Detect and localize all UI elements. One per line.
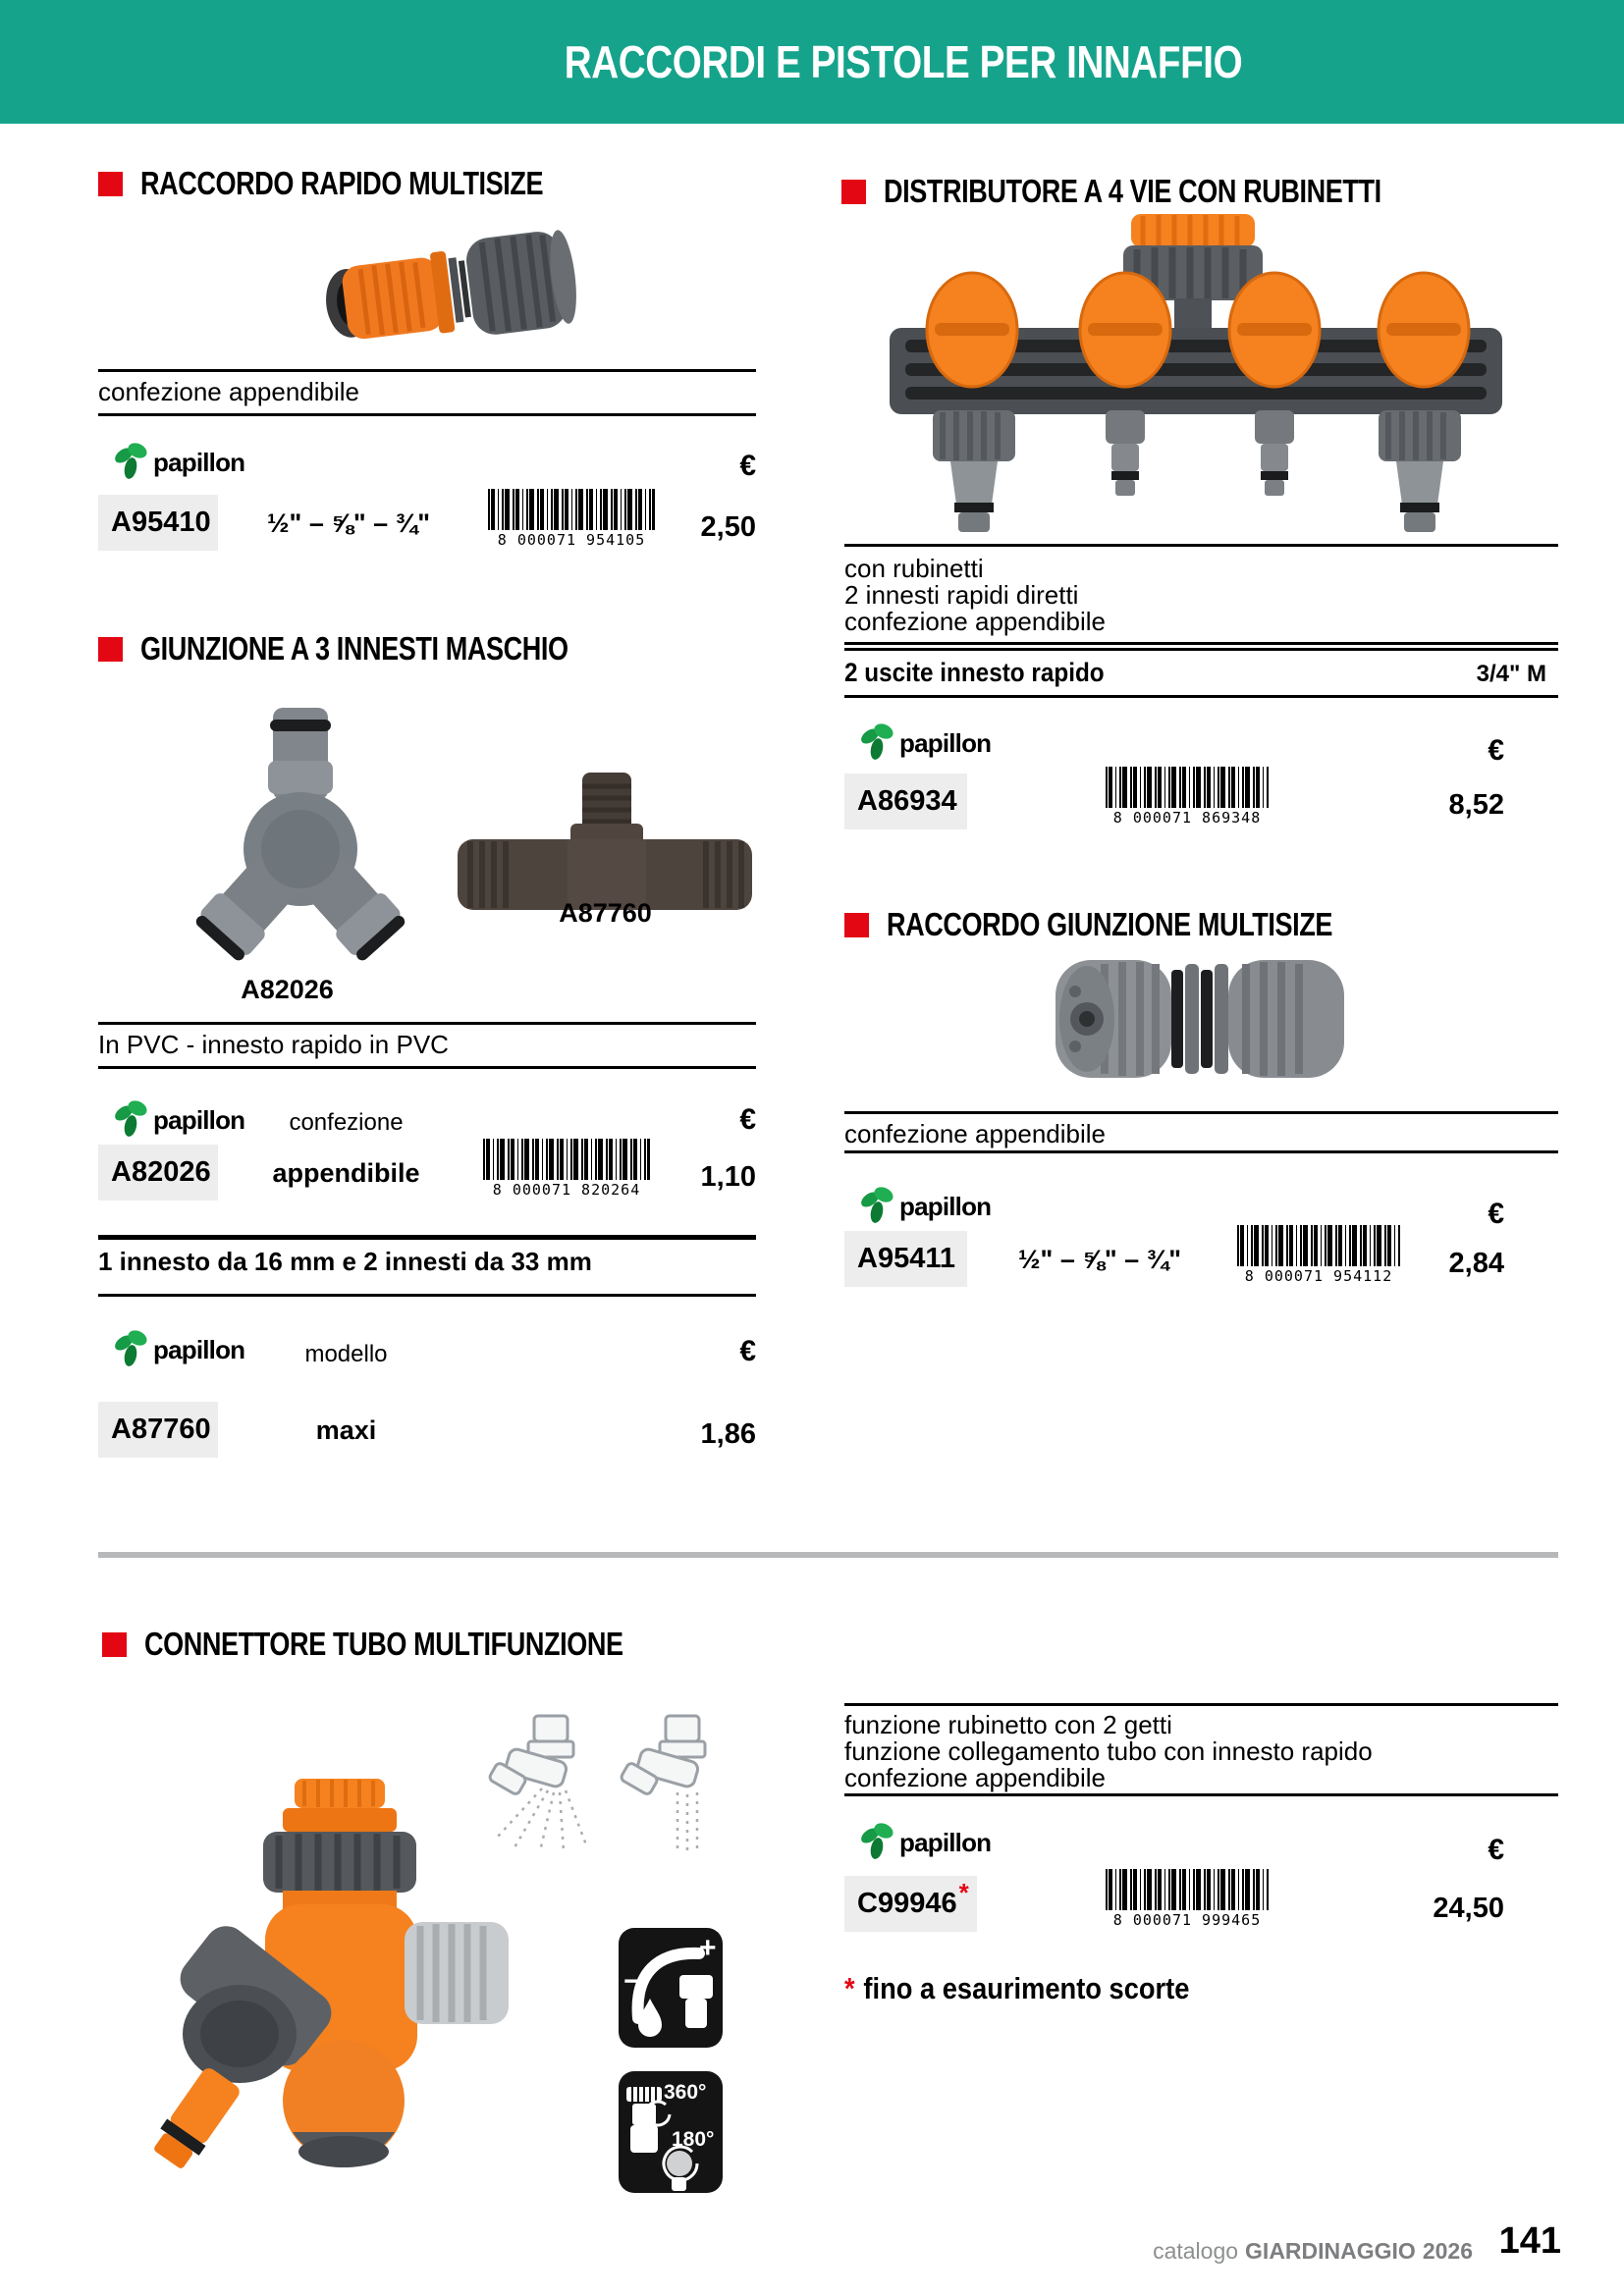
row-value: appendibile [272, 1158, 420, 1188]
divider-rule [844, 1793, 1558, 1796]
feature-note: confezione appendibile [844, 1763, 1106, 1792]
currency-symbol: € [739, 450, 756, 482]
price-value: 24,50 [1433, 1893, 1504, 1924]
red-bullet-icon [102, 1632, 127, 1657]
feature-note: 2 innesti rapidi diretti [844, 580, 1079, 610]
spec-label: 2 uscite innesto rapido [844, 658, 1105, 687]
page-header-banner [0, 0, 1624, 124]
feature-note: funzione collegamento tubo con innesto rapido [844, 1736, 1373, 1766]
feature-note: con rubinetti [844, 554, 984, 583]
barcode-number: 8 000071 954105 [497, 531, 646, 549]
size-values: ½" – ⅝" – ¾" [1018, 1245, 1181, 1274]
price-value: 1,10 [700, 1161, 756, 1193]
section-title: RACCORDO RAPIDO MULTISIZE [140, 165, 544, 201]
divider-rule [98, 1022, 756, 1025]
spec-note: 1 innesto da 16 mm e 2 innesti da 33 mm [98, 1247, 592, 1276]
section-divider [98, 1552, 1558, 1558]
product-photo-multifunction-connector [145, 1775, 520, 2191]
pictogram-flow-control [619, 1928, 723, 2048]
brand-name: papillon [899, 1191, 992, 1221]
product-photo-hose-mender [1054, 948, 1345, 1090]
product-code: C99946 [857, 1888, 957, 1919]
section-giunzione-heading [98, 630, 662, 667]
divider-rule [98, 369, 756, 372]
catalog-name: GIARDINAGGIO [1245, 2238, 1416, 2264]
divider-rule [98, 413, 756, 416]
barcode-number: 8 000071 869348 [1112, 809, 1262, 827]
pictogram-rotation [619, 2071, 723, 2193]
plus-icon: + [699, 1932, 717, 1964]
currency-symbol: € [1488, 1834, 1504, 1866]
red-bullet-icon [844, 913, 869, 937]
footer-catalog-label [1041, 2238, 1473, 2265]
barcode-number: 8 000071 999465 [1112, 1911, 1262, 1929]
footnote [844, 1971, 1189, 2006]
price-value: 1,86 [700, 1418, 756, 1450]
product-photo-quick-connector [314, 206, 589, 365]
product-code: A95410 [111, 507, 211, 538]
row-value: maxi [315, 1415, 377, 1445]
feature-note: funzione rubinetto con 2 getti [844, 1710, 1172, 1739]
brand-name: papillon [153, 447, 245, 477]
currency-symbol: € [1488, 1198, 1504, 1230]
minus-icon: − [623, 1965, 641, 1998]
product-code: A87760 [111, 1414, 211, 1445]
section-title: CONNETTORE TUBO MULTIFUNZIONE [144, 1626, 623, 1662]
limited-stock-asterisk: * [958, 1878, 969, 1907]
divider-rule [98, 1235, 756, 1240]
catalog-year: 2026 [1422, 2238, 1473, 2264]
pack-note: confezione appendibile [844, 1119, 1106, 1148]
deg-360-label: 360° [664, 2081, 707, 2104]
red-bullet-icon [98, 172, 123, 196]
red-bullet-icon [98, 637, 123, 662]
barcode-number: 8 000071 820264 [492, 1181, 641, 1199]
product-code: A82026 [111, 1156, 211, 1188]
price-value: 2,50 [700, 511, 756, 543]
divider-rule [844, 1111, 1558, 1114]
product-code: A95411 [857, 1243, 955, 1274]
page-number: 141 [1498, 2220, 1561, 2262]
deg-180-label: 180° [672, 2128, 715, 2151]
column-header: modello [304, 1341, 388, 1367]
currency-symbol: € [739, 1335, 756, 1367]
divider-rule [98, 1066, 756, 1069]
section-raccordo-giunzione-heading [844, 906, 1431, 943]
divider-rule [844, 544, 1558, 547]
barcode-number: 8 000071 954112 [1244, 1267, 1393, 1285]
page-title: RACCORDI E PISTOLE PER INNAFFIO [564, 36, 1243, 87]
section-raccordo-rapido-heading [98, 165, 631, 202]
currency-symbol: € [739, 1103, 756, 1136]
divider-rule [98, 1294, 756, 1297]
product-code: A86934 [857, 785, 957, 817]
usage-diagrams-drawing [485, 1710, 743, 1895]
divider-rule [844, 1703, 1558, 1706]
catalog-prefix: catalogo [1153, 2238, 1239, 2264]
section-title: GIUNZIONE A 3 INNESTI MASCHIO [140, 630, 568, 667]
product-photo-4way-distributor [882, 212, 1512, 540]
footnote-text: fino a esaurimento scorte [863, 1971, 1190, 2005]
feature-note: confezione appendibile [844, 607, 1106, 636]
material-note: In PVC - innesto rapido in PVC [98, 1030, 449, 1059]
brand-name: papillon [899, 1827, 992, 1857]
brand-name: papillon [153, 1334, 245, 1364]
section-distributore-heading [841, 173, 1490, 210]
divider-rule [844, 1150, 1558, 1153]
pack-note: confezione appendibile [98, 377, 359, 406]
spec-value: 3/4" M [1476, 661, 1546, 687]
footnote-asterisk: * [844, 1971, 855, 2005]
red-bullet-icon [841, 180, 866, 204]
price-value: 2,84 [1448, 1248, 1504, 1279]
size-values: ½" – ⅝" – ¾" [267, 508, 430, 538]
section-title: RACCORDO GIUNZIONE MULTISIZE [887, 906, 1333, 942]
brand-name: papillon [899, 727, 992, 758]
brand-name: papillon [153, 1104, 245, 1135]
section-connettore-heading [102, 1626, 729, 1663]
divider-rule [844, 695, 1558, 698]
price-value: 8,52 [1448, 789, 1504, 821]
section-title: DISTRIBUTORE A 4 VIE CON RUBINETTI [884, 173, 1381, 209]
image-label: A87760 [559, 898, 652, 928]
image-label: A82026 [241, 975, 334, 1004]
double-rule [844, 642, 1558, 651]
column-header: confezione [289, 1109, 404, 1136]
currency-symbol: € [1488, 734, 1504, 767]
product-photo-y-connector [145, 702, 455, 991]
